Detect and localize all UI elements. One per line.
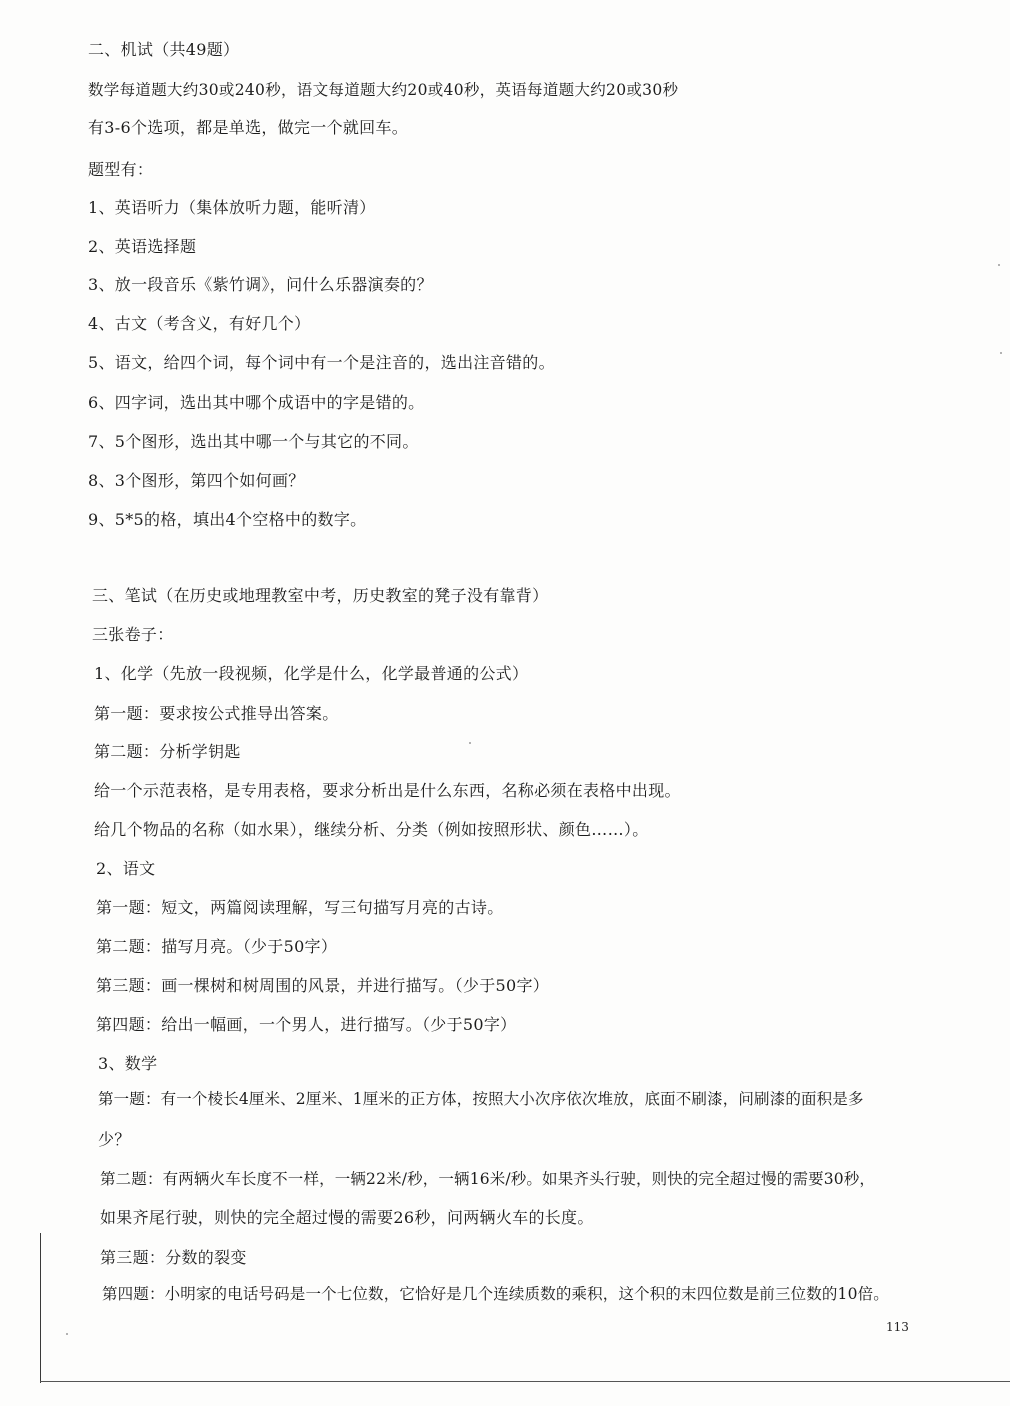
list-item: 1、英语听力（集体放听力题，能听清） xyxy=(88,198,376,217)
subsection-heading: 3、数学 xyxy=(98,1054,158,1073)
subsection-heading: 1、化学（先放一段视频，化学是什么，化学最普通的公式） xyxy=(94,664,529,683)
text-line: 数学每道题大约30或240秒，语文每道题大约20或40秒，英语每道题大约20或30秒 xyxy=(88,81,679,99)
text-line: 给几个物品的名称（如水果），继续分析、分类（例如按照形状、颜色……）。 xyxy=(94,820,649,839)
list-item: 2、英语选择题 xyxy=(88,237,197,256)
question-line: 第三题：画一棵树和树周围的风景，并进行描写。（少于50字） xyxy=(96,976,550,995)
section-heading-machine-test: 二、机试（共49题） xyxy=(88,40,240,59)
question-line-continued: 如果齐尾行驶，则快的完全超过慢的需要26秒，问两辆火车的长度。 xyxy=(100,1208,594,1227)
list-item: 4、古文（考含义，有好几个） xyxy=(88,314,311,333)
scan-speck xyxy=(998,264,1000,266)
question-line: 第一题：短文，两篇阅读理解，写三句描写月亮的古诗。 xyxy=(96,898,504,917)
question-line: 第四题：给出一幅画，一个男人，进行描写。（少于50字） xyxy=(96,1015,517,1034)
page-number: 113 xyxy=(886,1320,909,1334)
question-line: 第四题：小明家的电话号码是一个七位数，它恰好是几个连续质数的乘积，这个积的末四位数是前三位数的10倍。 xyxy=(102,1285,889,1303)
list-item: 9、5*5的格，填出4个空格中的数字。 xyxy=(88,510,367,529)
scan-speck xyxy=(66,1333,68,1335)
text-line: 有3-6个选项，都是单选，做完一个就回车。 xyxy=(88,118,409,137)
question-line: 第二题：有两辆火车长度不一样，一辆22米/秒，一辆16米/秒。如果齐头行驶，则快的完全超过慢的需要30秒， xyxy=(100,1170,876,1188)
list-item: 8、3个图形，第四个如何画？ xyxy=(88,471,305,490)
question-line: 第二题：分析学钥匙 xyxy=(94,742,241,761)
text-line: 给一个示范表格，是专用表格，要求分析出是什么东西，名称必须在表格中出现。 xyxy=(94,781,681,800)
question-line: 第一题：有一个棱长4厘米、2厘米、1厘米的正方体，按照大小次序依次堆放，底面不刷漆，问刷漆的面积是多 xyxy=(98,1090,864,1108)
question-line: 第二题：描写月亮。（少于50字） xyxy=(96,937,338,956)
text-line: 三张卷子： xyxy=(92,625,174,644)
list-item: 5、语文，给四个词，每个词中有一个是注音的，选出注音错的。 xyxy=(88,353,555,372)
question-line: 第一题：要求按公式推导出答案。 xyxy=(94,704,339,723)
list-item: 6、四字词，选出其中哪个成语中的字是错的。 xyxy=(88,393,425,412)
question-line-continued: 少？ xyxy=(98,1130,131,1149)
list-item: 3、放一段音乐《紫竹调》，问什么乐器演奏的？ xyxy=(88,275,433,294)
scan-edge-bottom xyxy=(40,1381,1010,1382)
list-item: 7、5个图形，选出其中哪一个与其它的不同。 xyxy=(88,432,419,451)
question-line: 第三题：分数的裂变 xyxy=(100,1248,247,1267)
scan-speck xyxy=(1000,352,1002,354)
scan-edge-left xyxy=(40,1233,41,1383)
scan-speck xyxy=(469,742,471,744)
section-heading-written-test: 三、笔试（在历史或地理教室中考，历史教室的凳子没有靠背） xyxy=(92,586,549,605)
text-line: 题型有： xyxy=(88,160,154,179)
subsection-heading: 2、语文 xyxy=(96,859,156,878)
